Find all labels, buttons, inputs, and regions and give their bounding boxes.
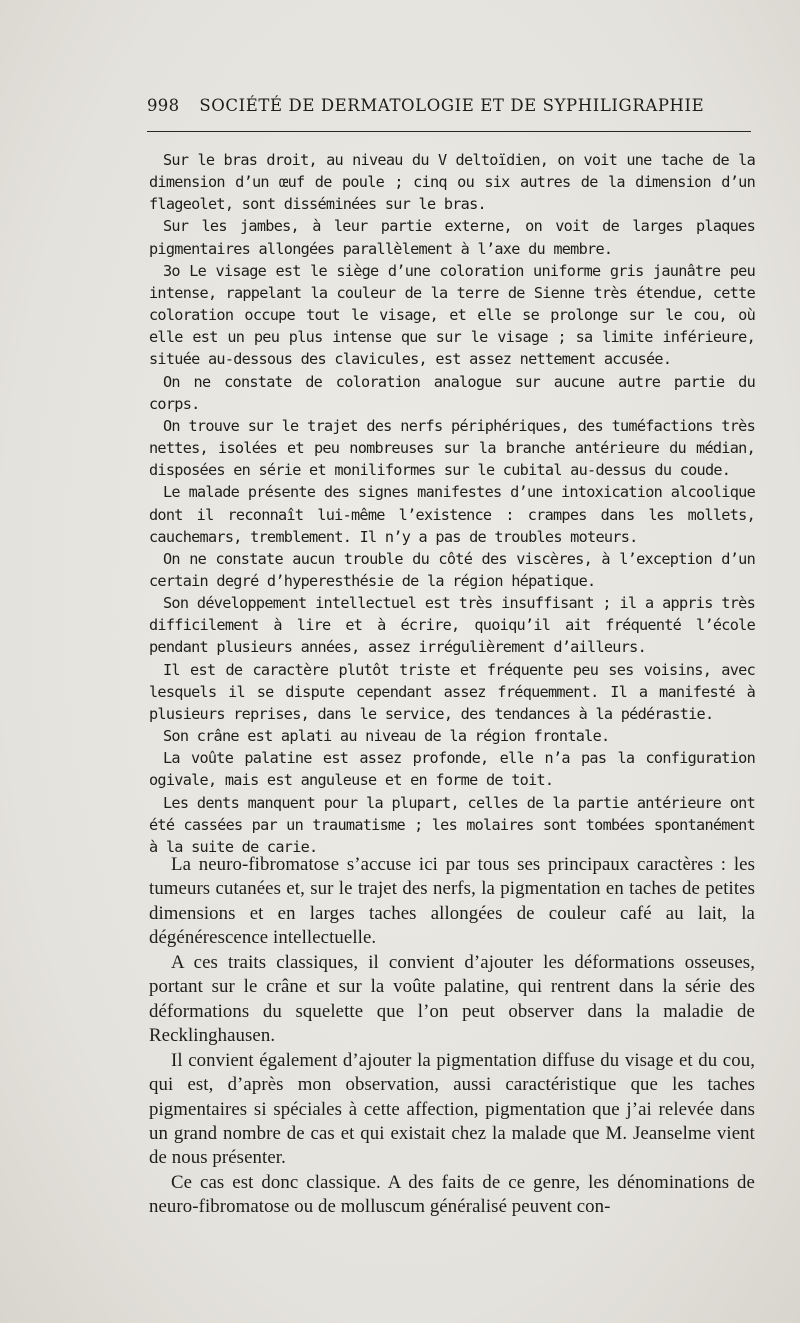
case-paragraph-nerve-swellings: On trouve sur le trajet des nerfs périphériques, des tuméfactions très nettes, isolées et peu nombreuses sur la branche antérieure du médian, disposées en série et moniliformes sur le cubital au-dessus du coude. — [149, 416, 755, 480]
case-paragraph-teeth: Les dents manquent pour la plupart, celles de la partie antérieure ont été cassées par un traumatisme ; les molaires sont tombées spontanément à la suite de carie. — [149, 793, 755, 856]
page-number: 998 — [147, 96, 180, 115]
case-paragraph-alcoholism: Le malade présente des signes manifestes d’une intoxication alcoolique dont il reconnaît lui-même l’existence : crampes dans les mollets, cauchemars, tremblement. Il n’y a pas de troubles moteurs. — [149, 483, 755, 546]
case-paragraph-intellect: Son développement intellectuel est très insuffisant ; il a appris très difficilement à lire et à écrire, quoiqu’il ait fréquenté l’école pendant plusieurs années, assez irrégulièrement d’ailleurs. — [149, 594, 755, 657]
case-paragraph-right-arm: Sur le bras droit, au niveau du V deltoïdien, on voit une tache de la dimension d’un œuf de poule ; cinq ou six autres de la dimension d’un flageolet, sont disséminées sur le bras. — [149, 151, 755, 214]
case-paragraph-face-coloration: 3o Le visage est le siège d’une coloration uniforme gris jaunâtre peu intense, rappelant la couleur de la terre de Sienne très étendue, cette coloration occupe tout le visage, et elle se prolonge sur le cou, où elle est un peu plus intense que sur le visage ; sa limite inférieure, située au-dessous des clavicules, est assez nettement accusée. — [149, 261, 755, 369]
case-paragraph-palate: La voûte palatine est assez profonde, elle n’a pas la configuration ogivale, mais est anguleuse et en forme de toit. — [149, 749, 755, 790]
running-header — [147, 96, 747, 115]
discussion-paragraph-diffuse-pigmentation: Il convient également d’ajouter la pigmentation diffuse du visage et du cou, qui est, d’après mon observation, aussi caractéristique que les taches pigmentaires si spéciales à cette affection, pigmentation que j’ai relevée dans un grand nombre de cas et qui existait chez la malade que M. Jeanselme vient de nous présenter. — [149, 1049, 755, 1169]
case-paragraph-no-other-coloration: On ne constate de coloration analogue sur aucune autre partie du corps. — [149, 372, 755, 413]
discussion-paragraph-conclusion: Ce cas est donc classique. A des faits de ce genre, les dénominations de neuro-fibromatose ou de molluscum généralisé peuvent con- — [149, 1171, 755, 1218]
case-paragraph-skull: Son crâne est aplati au niveau de la région frontale. — [163, 727, 610, 746]
case-paragraph-character: Il est de caractère plutôt triste et fréquente peu ses voisins, avec lesquels il se dispute cependant assez fréquemment. Il a manifesté à plusieurs reprises, dans le service, des tendances à la pédérastie. — [149, 660, 755, 723]
header-rule — [147, 131, 751, 132]
running-title: SOCIÉTÉ DE DERMATOLOGIE ET DE SYPHILIGRAPHIE — [199, 96, 705, 115]
discussion-section — [149, 853, 755, 1220]
case-paragraph-viscera: On ne constate aucun trouble du côté des viscères, à l’exception d’un certain degré d’hyperesthésie de la région hépatique. — [149, 549, 755, 590]
case-paragraph-legs: Sur les jambes, à leur partie externe, on voit de larges plaques pigmentaires allongées parallèlement à l’axe du membre. — [149, 217, 755, 258]
case-report-section — [149, 149, 755, 858]
discussion-paragraph-characters: La neuro-fibromatose s’accuse ici par tous ses principaux caractères : les tumeurs cutanées et, sur le trajet des nerfs, la pigmentation en taches de petites dimensions et en larges taches allongées de couleur café au lait, la dégénérescence intellectuelle. — [149, 854, 755, 949]
discussion-paragraph-bone-deformations: A ces traits classiques, il convient d’ajouter les déformations osseuses, portant sur le crâne et sur la voûte palatine, qui rentrent dans la série des déformations du squelette que l’on peut observer dans la maladie de Recklinghausen. — [149, 951, 755, 1047]
